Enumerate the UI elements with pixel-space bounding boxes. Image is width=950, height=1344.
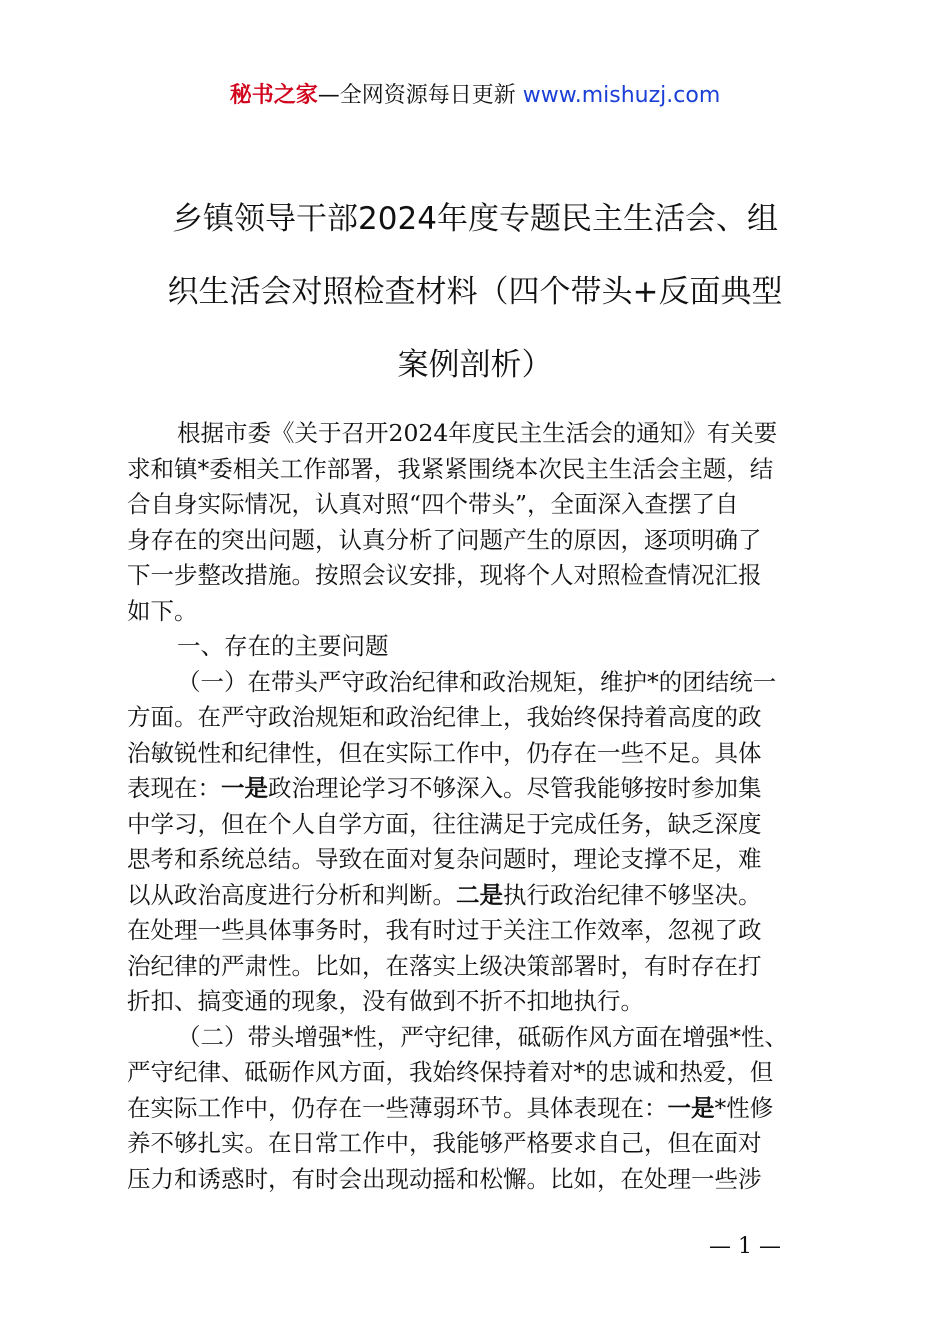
body-line: 严守纪律、砥砺作风方面，我始终保持着对*的忠诚和热爱，但 (127, 1058, 774, 1086)
body-line: 养不够扎实。在日常工作中，我能够严格要求自己，但在面对 (127, 1129, 762, 1157)
body-text: 执行政治纪律不够坚决。 (503, 880, 762, 909)
body-line (127, 1091, 832, 1127)
body-text: 在实际工作中，仍存在一些薄弱环节。具体表现在： (127, 1093, 668, 1122)
emphasis-text: 二是 (456, 880, 503, 909)
body-line: 压力和诱惑时，有时会出现动摇和松懈。比如，在处理一些涉 (127, 1164, 762, 1193)
body-line: 如下。 (127, 596, 198, 625)
body-line: 在处理一些具体事务时，我有时过于关注工作效率，忽视了政 (127, 916, 762, 944)
title-line: 案例剖析） (397, 347, 553, 383)
body-text: 以从政治高度进行分析和判断。 (127, 880, 456, 909)
body-text: 表现在： (127, 774, 221, 802)
body-line (127, 771, 832, 807)
emphasis-text: 一是 (221, 774, 268, 802)
body-line: 合自身实际情况，认真对照“四个带头”，全面深入查摆了自 (127, 490, 739, 518)
section-heading: 一、存在的主要问题 (177, 632, 389, 660)
document-title (118, 183, 832, 402)
body-line: 根据市委《关于召开2024年度民主生活会的通知》有关要 (177, 419, 778, 447)
body-text: 政治理论学习不够深入。尽管我能够按时参加集 (268, 774, 762, 802)
body-line: 治纪律的严肃性。比如，在落实上级决策部署时，有时存在打 (127, 951, 762, 980)
body-line: 身存在的突出问题，认真分析了问题产生的原因，逐项明确了 (127, 525, 762, 554)
body-line: （二）带头增强*性，严守纪律，砥砺作风方面在增强*性、 (177, 1022, 788, 1051)
body-line: （一）在带头严守政治纪律和政治规矩，维护*的团结统一 (177, 667, 777, 696)
page-number: — 1 — (709, 1234, 781, 1259)
body-line: 下一步整改措施。按照会议安排，现将个人对照检查情况汇报 (127, 561, 762, 589)
body-line: 求和镇*委相关工作部署，我紧紧围绕本次民主生活会主题，结 (127, 454, 774, 483)
banner-tagline: —全网资源每日更新 (317, 83, 523, 108)
body-line: 治敏锐性和纪律性，但在实际工作中，仍存在一些不足。具体 (127, 738, 762, 767)
body-text: *性修 (714, 1093, 774, 1122)
title-line: 乡镇领导干部2024年度专题民主生活会、组 (172, 201, 778, 237)
banner-url-link[interactable]: www.mishuzj.com (522, 83, 721, 108)
body-line: 方面。在严守政治规矩和政治纪律上，我始终保持着高度的政 (127, 703, 762, 731)
document-body (127, 416, 832, 1197)
body-line: 思考和系统总结。导致在面对复杂问题时，理论支撑不足，难 (127, 845, 762, 873)
body-line (127, 878, 832, 914)
emphasis-text: 一是 (667, 1093, 715, 1122)
body-line: 折扣、搞变通的现象，没有做到不折不扣地执行。 (127, 987, 644, 1015)
body-line: 中学习，但在个人自学方面，往往满足于完成任务，缺乏深度 (127, 809, 762, 838)
title-line: 织生活会对照检查材料（四个带头+反面典型 (167, 274, 783, 310)
banner-brand: 秘书之家 (229, 83, 318, 108)
site-banner (0, 80, 950, 112)
